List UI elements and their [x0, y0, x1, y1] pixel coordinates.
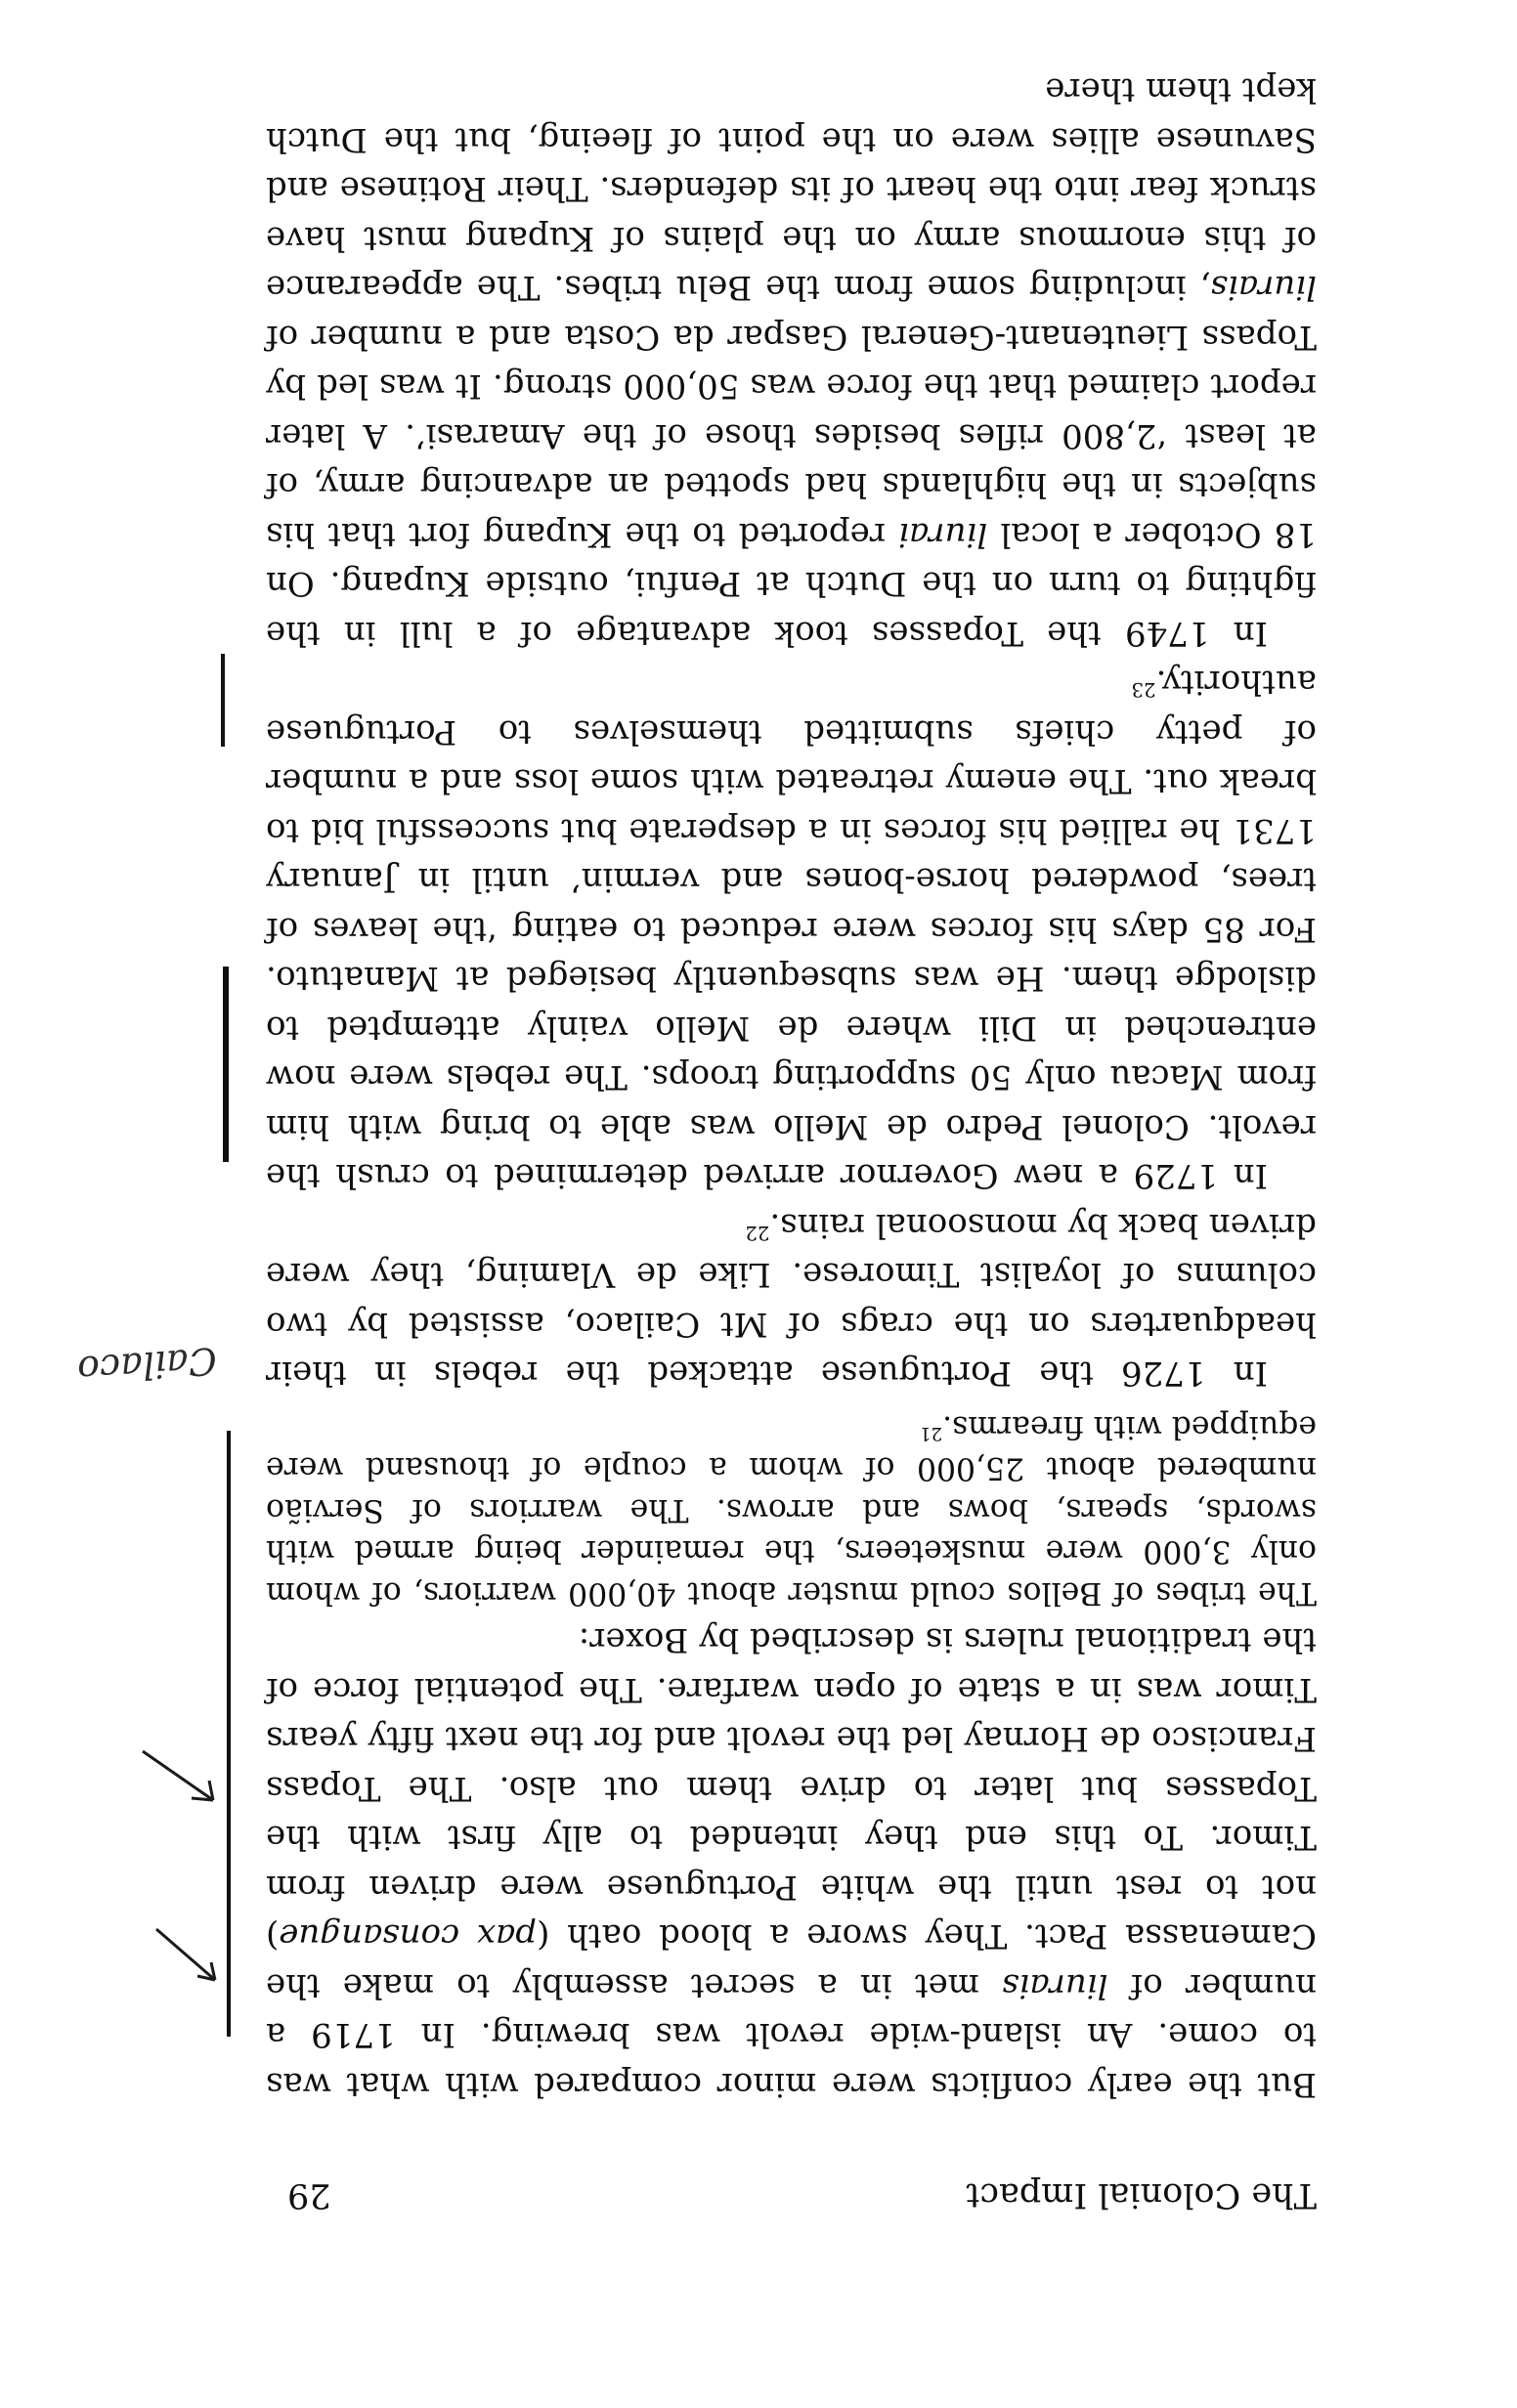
footnote-ref: 22 — [745, 1221, 770, 1244]
page-number: 29 — [287, 2175, 331, 2214]
margin-line-mark — [227, 1431, 231, 2037]
running-title: The Colonial Impact — [966, 2175, 1317, 2214]
handwritten-margin-note: Cailaco — [75, 1339, 219, 1392]
paragraph-1749-topasses: In 1749 the Topasses took advantage of a lull in the fighting to turn on the Dutch at Penfui, outside Kupang. On 18 October a local liurai reported to the Kupang fort that his subjects in the highlands had spotted an advancing army, of at least ‘2,800 rifles besides those of the Amarasi’. A later report claimed that the force was 50,000 strong. It was led by Topass Lieutenant-General Gaspar da Costa and a number of liurais, including some from the Belu tribes. The appearance of this enormous army on the plains of Kupang must have struck fear into the heart of its defenders. Their Rotinese and Savunese allies were on the point of fleeing, but the Dutch kept them there — [266, 70, 1317, 653]
block-quote-boxer: The tribes of Bellos could muster about 40,000 warriors, of whom only 3,000 were musketeers, the remainder being armed with swords, spears, bows and arrows. The warriors of Servião numbered about 25,000 of whom a couple of thousand were equipped with firearms.$^{21}$ — [266, 1409, 1317, 1611]
paragraph-camenassa-pact: But the early conflicts were minor compared with what was to come. An island-wide revolt was brewing. In 1719 a number of liurais met in a secret assembly to make the Camenassa Pact. They swore a blood oath (pax consangue) not to rest until the white Portuguese were driven from Timor. To this end they intended to ally first with the Topasses but later to drive them out also. The Topass Francisco de Hornay led the revolt and for the next fifty years Timor was in a state of open warfare. The potential force of the traditional rulers is described by Boxer: — [265, 1620, 1317, 2104]
paragraph-1729-governor: In 1729 a new Governor arrived determined to crush the revolt. Colonel Pedro de Mello was able to bring with him from Macau only 50 supporting troops. The rebels were now entrenched in Dili where de Mello vainly attempted to dislodge them. He was subsequently besieged at Manatuto. For 85 days his forces were reduced to eating ‘the leaves of trees, powdered horse-bones and vermin’ until in January 1731 he rallied his forces in a desperate but successful bid to break out. The enemy retreated with some loss and a number of petty chiefs submitted themselves to Portuguese authority.$^{23}$ — [266, 663, 1317, 1196]
book-page — [266, 65, 1317, 2214]
footnote-ref: 21 — [919, 1422, 943, 1443]
margin-arrow-icon — [147, 1910, 225, 1998]
margin-arrow-icon — [133, 1734, 221, 1812]
paragraph-1726-attack: In 1726 the Portuguese attacked the rebels in their headquarters on the crags of Mt Cailaco, assisted by two columns of loyalist Timorese. Like de Vlaming, they were driven back by monsoonal rains.$^{22}$ — [266, 1206, 1317, 1394]
margin-line-mark — [223, 967, 229, 1162]
running-header — [266, 2164, 1317, 2214]
footnote-ref: 23 — [1131, 678, 1156, 702]
margin-line-mark — [221, 654, 225, 747]
